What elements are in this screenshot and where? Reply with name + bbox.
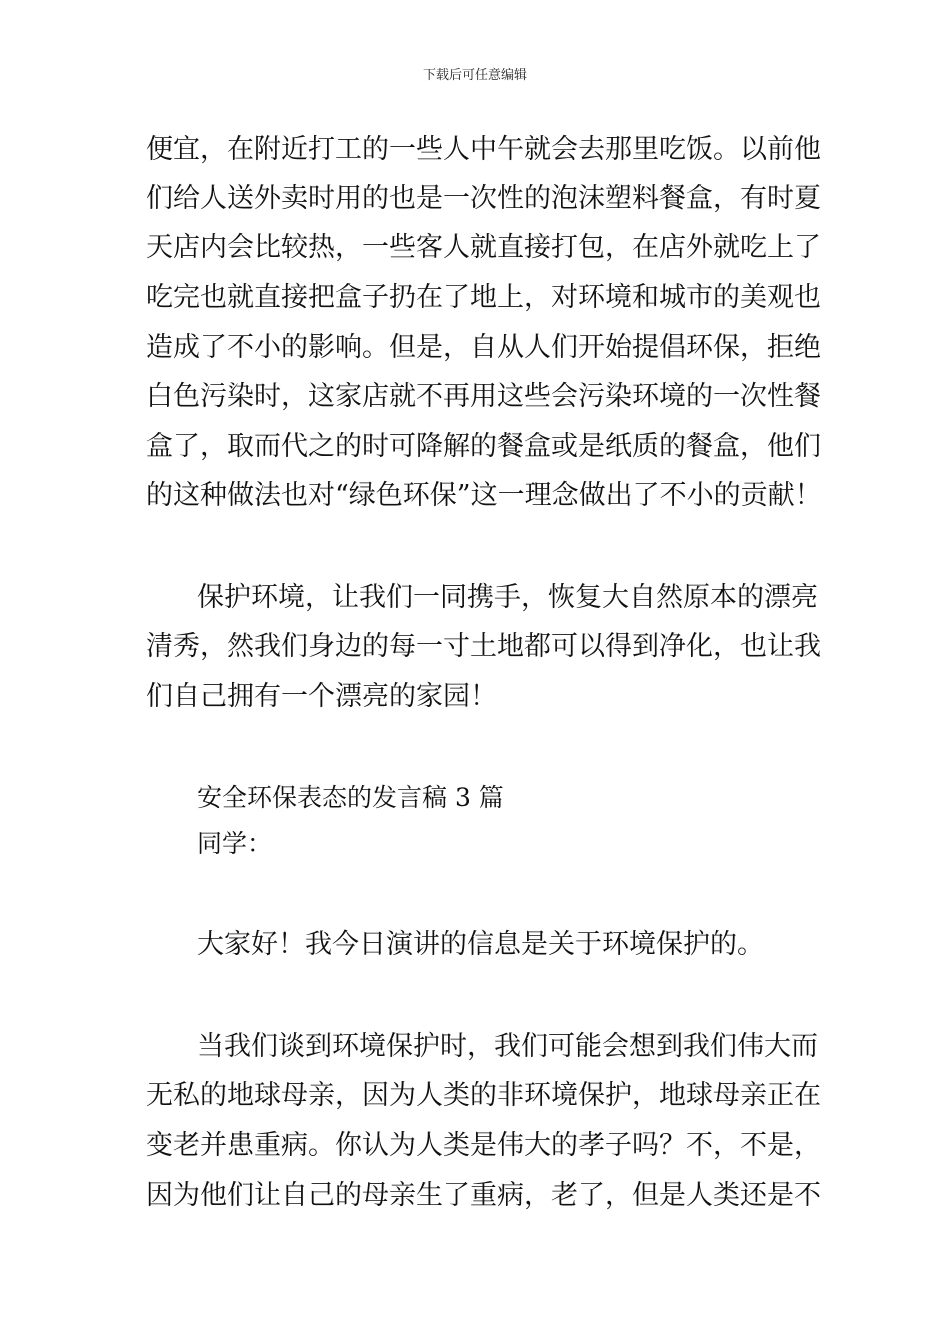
paragraph-line: 保护环境，让我们一同携手，恢复大自然原本的漂亮	[197, 582, 818, 613]
paragraph-line: 便宜，在附近打工的一些人中午就会去那里吃饭。以前他	[146, 134, 821, 165]
paragraph-line: 变老并患重病。你认为人类是伟大的孝子吗？不，不是，	[146, 1130, 821, 1161]
paragraph-line: 天店内会比较热，一些客人就直接打包，在店外就吃上了	[146, 232, 821, 263]
paragraph-line: 因为他们让自己的母亲生了重病，老了，但是人类还是不	[146, 1180, 821, 1211]
paragraph-line: 吃完也就直接把盒子扔在了地上，对环境和城市的美观也	[146, 282, 821, 313]
paragraph-line: 清秀，然我们身边的每一寸土地都可以得到净化，也让我	[146, 631, 821, 662]
page-header: 下载后可任意编辑	[422, 68, 527, 83]
paragraph-line: 无私的地球母亲，因为人类的非环境保护，地球母亲正在	[146, 1080, 821, 1111]
paragraph-line: 造成了不小的影响。但是，自从人们开始提倡环保，拒绝	[146, 332, 821, 363]
greeting: 大家好！我今日演讲的信息是关于环境保护的。	[197, 929, 764, 960]
salutation: 同学：	[197, 829, 273, 858]
paragraph-line: 当我们谈到环境保护时，我们可能会想到我们伟大而	[197, 1031, 818, 1062]
paragraph-line: 们给人送外卖时用的也是一次性的泡沫塑料餐盒，有时夏	[146, 183, 821, 214]
section-title: 安全环保表态的发言稿 3 篇	[197, 783, 504, 812]
paragraph-line: 的这种做法也对“绿色环保”这一理念做出了不小的贡献！	[146, 480, 822, 511]
paragraph-line: 白色污染时，这家店就不再用这些会污染环境的一次性餐	[146, 381, 821, 412]
paragraph-line: 们自己拥有一个漂亮的家园！	[146, 681, 497, 712]
paragraph-line: 盒了，取而代之的时可降解的餐盒或是纸质的餐盒，他们	[146, 431, 821, 462]
